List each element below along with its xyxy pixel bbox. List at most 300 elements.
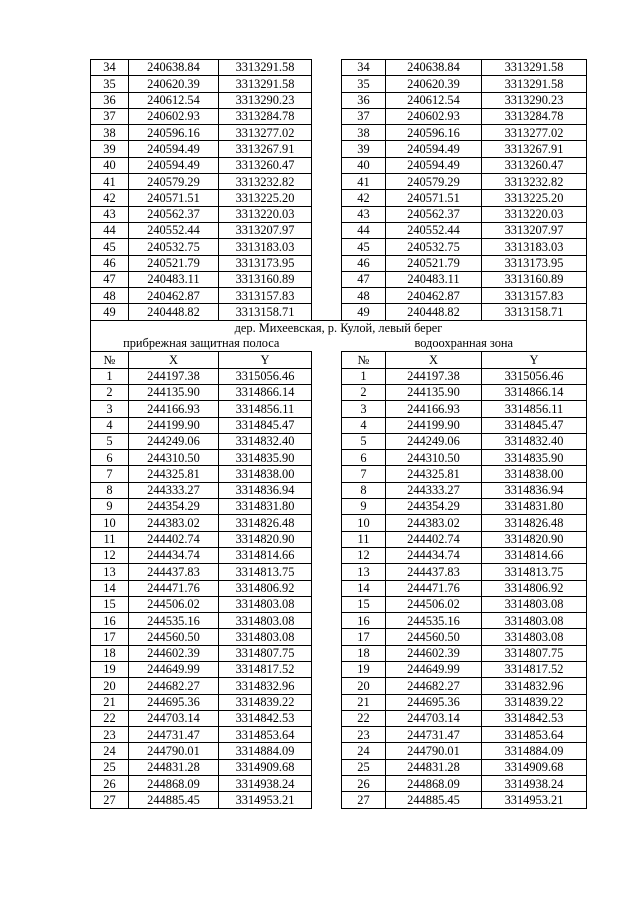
table-row — [91, 661, 587, 677]
point-number-left: 34 — [91, 60, 129, 76]
coord-x-right: 240594.49 — [386, 157, 482, 173]
coord-y-right: 3313290.23 — [482, 92, 587, 108]
column-gap — [312, 239, 342, 255]
coord-y-left: 3314853.64 — [219, 727, 312, 743]
column-gap — [312, 515, 342, 531]
coord-y-left: 3313183.03 — [219, 239, 312, 255]
table-row — [91, 60, 587, 76]
coord-x-right: 244790.01 — [386, 743, 482, 759]
column-gap — [312, 743, 342, 759]
coord-x-left: 244695.36 — [129, 694, 219, 710]
coord-x-left: 244166.93 — [129, 401, 219, 417]
coord-y-right: 3314836.94 — [482, 482, 587, 498]
coord-x-left: 244731.47 — [129, 727, 219, 743]
coord-y-right: 3313157.83 — [482, 288, 587, 304]
coord-x-right: 240462.87 — [386, 288, 482, 304]
coord-x-left: 244434.74 — [129, 547, 219, 563]
coord-x-right: 240594.49 — [386, 141, 482, 157]
table-row — [91, 759, 587, 775]
coord-x-right: 240571.51 — [386, 190, 482, 206]
coord-x-right: 244333.27 — [386, 482, 482, 498]
coordinates-table — [90, 59, 587, 809]
coord-y-left: 3314803.08 — [219, 596, 312, 612]
column-gap — [312, 352, 342, 368]
table-row — [91, 288, 587, 304]
column-gap — [312, 174, 342, 190]
point-number-left: 38 — [91, 125, 129, 141]
coord-y-right: 3314803.08 — [482, 613, 587, 629]
table-row — [91, 174, 587, 190]
coord-y-right: 3313291.58 — [482, 60, 587, 76]
column-gap — [312, 776, 342, 792]
table-row — [91, 613, 587, 629]
column-gap — [312, 694, 342, 710]
coord-y-right: 3313207.97 — [482, 222, 587, 238]
point-number-left: 16 — [91, 613, 129, 629]
coord-x-right: 240448.82 — [386, 304, 482, 320]
header-x-left: X — [129, 352, 219, 368]
table-row — [91, 678, 587, 694]
coord-x-left: 244560.50 — [129, 629, 219, 645]
coord-x-left: 244790.01 — [129, 743, 219, 759]
coord-y-left: 3314831.80 — [219, 499, 312, 515]
coord-y-left: 3313260.47 — [219, 157, 312, 173]
coord-x-right: 244135.90 — [386, 384, 482, 400]
coord-x-right: 240483.11 — [386, 271, 482, 287]
header-y-left: Y — [219, 352, 312, 368]
coord-x-right: 244868.09 — [386, 776, 482, 792]
coord-x-left: 240448.82 — [129, 304, 219, 320]
right-subtitle: водоохранная зона — [342, 336, 587, 352]
table-row — [91, 580, 587, 596]
coord-x-right: 240620.39 — [386, 76, 482, 92]
coord-x-right: 244831.28 — [386, 759, 482, 775]
table-row — [91, 190, 587, 206]
coord-y-right: 3313260.47 — [482, 157, 587, 173]
coord-x-left: 244325.81 — [129, 466, 219, 482]
coord-y-right: 3314845.47 — [482, 417, 587, 433]
point-number-right: 5 — [342, 433, 386, 449]
table-row — [91, 776, 587, 792]
point-number-left: 47 — [91, 271, 129, 287]
coord-y-left: 3314835.90 — [219, 450, 312, 466]
coord-y-left: 3313225.20 — [219, 190, 312, 206]
point-number-right: 11 — [342, 531, 386, 547]
coord-y-right: 3313183.03 — [482, 239, 587, 255]
table-row — [91, 384, 587, 400]
point-number-left: 46 — [91, 255, 129, 271]
column-gap — [312, 92, 342, 108]
coord-y-left: 3315056.46 — [219, 368, 312, 384]
column-gap — [312, 125, 342, 141]
table-row — [91, 76, 587, 92]
column-gap — [312, 596, 342, 612]
coord-x-left: 244831.28 — [129, 759, 219, 775]
coord-y-left: 3313291.58 — [219, 76, 312, 92]
table-row — [91, 157, 587, 173]
coord-x-left: 244868.09 — [129, 776, 219, 792]
coord-y-right: 3313225.20 — [482, 190, 587, 206]
coord-x-right: 244506.02 — [386, 596, 482, 612]
coord-y-right: 3313232.82 — [482, 174, 587, 190]
column-gap — [312, 531, 342, 547]
coord-x-right: 244383.02 — [386, 515, 482, 531]
point-number-left: 36 — [91, 92, 129, 108]
column-gap — [312, 206, 342, 222]
point-number-left: 6 — [91, 450, 129, 466]
table-row — [91, 727, 587, 743]
coord-x-left: 244885.45 — [129, 792, 219, 808]
coord-y-left: 3314953.21 — [219, 792, 312, 808]
section-body — [91, 320, 587, 808]
coord-y-left: 3314839.22 — [219, 694, 312, 710]
coord-y-right: 3314814.66 — [482, 547, 587, 563]
coord-y-right: 3314813.75 — [482, 564, 587, 580]
coord-y-left: 3314884.09 — [219, 743, 312, 759]
coord-y-left: 3314845.47 — [219, 417, 312, 433]
point-number-left: 7 — [91, 466, 129, 482]
coord-x-left: 240521.79 — [129, 255, 219, 271]
point-number-right: 39 — [342, 141, 386, 157]
coord-x-left: 244602.39 — [129, 645, 219, 661]
point-number-right: 49 — [342, 304, 386, 320]
coord-y-left: 3313160.89 — [219, 271, 312, 287]
column-gap — [312, 222, 342, 238]
coord-x-right: 244682.27 — [386, 678, 482, 694]
coord-y-left: 3313277.02 — [219, 125, 312, 141]
point-number-left: 42 — [91, 190, 129, 206]
table-row — [91, 694, 587, 710]
column-gap — [312, 417, 342, 433]
coord-y-left: 3313284.78 — [219, 108, 312, 124]
point-number-left: 11 — [91, 531, 129, 547]
point-number-right: 35 — [342, 76, 386, 92]
coord-y-right: 3313291.58 — [482, 76, 587, 92]
column-gap — [312, 271, 342, 287]
coord-x-right: 244197.38 — [386, 368, 482, 384]
coord-x-left: 244197.38 — [129, 368, 219, 384]
point-number-left: 17 — [91, 629, 129, 645]
point-number-left: 35 — [91, 76, 129, 92]
table-row — [91, 792, 587, 808]
column-gap — [312, 190, 342, 206]
table-row — [91, 531, 587, 547]
coord-x-left: 244649.99 — [129, 661, 219, 677]
column-gap — [312, 288, 342, 304]
point-number-left: 14 — [91, 580, 129, 596]
column-gap — [312, 678, 342, 694]
coord-x-right: 244437.83 — [386, 564, 482, 580]
column-gap — [312, 547, 342, 563]
coord-x-right: 244249.06 — [386, 433, 482, 449]
column-gap — [312, 759, 342, 775]
coord-y-right: 3313220.03 — [482, 206, 587, 222]
point-number-left: 12 — [91, 547, 129, 563]
table-row — [91, 515, 587, 531]
coord-x-right: 244166.93 — [386, 401, 482, 417]
point-number-left: 48 — [91, 288, 129, 304]
coord-x-right: 240602.93 — [386, 108, 482, 124]
coord-x-left: 244703.14 — [129, 710, 219, 726]
column-gap — [312, 645, 342, 661]
coord-x-right: 244310.50 — [386, 450, 482, 466]
column-gap — [312, 710, 342, 726]
point-number-right: 20 — [342, 678, 386, 694]
column-gap — [312, 255, 342, 271]
coord-x-left: 244383.02 — [129, 515, 219, 531]
coord-x-left: 244310.50 — [129, 450, 219, 466]
column-gap — [312, 401, 342, 417]
point-number-right: 40 — [342, 157, 386, 173]
point-number-left: 39 — [91, 141, 129, 157]
point-number-left: 41 — [91, 174, 129, 190]
column-gap — [312, 433, 342, 449]
point-number-right: 47 — [342, 271, 386, 287]
coord-y-right: 3314953.21 — [482, 792, 587, 808]
coord-y-right: 3314807.75 — [482, 645, 587, 661]
table-row — [91, 450, 587, 466]
coord-x-right: 244325.81 — [386, 466, 482, 482]
coord-x-left: 244135.90 — [129, 384, 219, 400]
coord-x-left: 244506.02 — [129, 596, 219, 612]
table-row — [91, 255, 587, 271]
point-number-left: 2 — [91, 384, 129, 400]
coord-y-right: 3314853.64 — [482, 727, 587, 743]
column-gap — [312, 108, 342, 124]
coord-x-left: 240612.54 — [129, 92, 219, 108]
table-row — [91, 417, 587, 433]
coord-y-right: 3315056.46 — [482, 368, 587, 384]
point-number-right: 17 — [342, 629, 386, 645]
coord-y-right: 3314817.52 — [482, 661, 587, 677]
coord-x-left: 240462.87 — [129, 288, 219, 304]
coord-x-right: 240552.44 — [386, 222, 482, 238]
coord-y-left: 3313290.23 — [219, 92, 312, 108]
point-number-right: 8 — [342, 482, 386, 498]
column-gap — [312, 629, 342, 645]
point-number-right: 6 — [342, 450, 386, 466]
coord-x-left: 240552.44 — [129, 222, 219, 238]
coord-y-left: 3313220.03 — [219, 206, 312, 222]
coord-x-right: 244695.36 — [386, 694, 482, 710]
column-gap — [312, 564, 342, 580]
coord-x-right: 244434.74 — [386, 547, 482, 563]
table-row — [91, 743, 587, 759]
coord-y-left: 3314838.00 — [219, 466, 312, 482]
coord-y-right: 3314838.00 — [482, 466, 587, 482]
table-row — [91, 466, 587, 482]
table-row — [91, 629, 587, 645]
coord-y-left: 3313291.58 — [219, 60, 312, 76]
point-number-right: 13 — [342, 564, 386, 580]
point-number-left: 10 — [91, 515, 129, 531]
point-number-right: 14 — [342, 580, 386, 596]
coord-y-left: 3314856.11 — [219, 401, 312, 417]
column-gap — [312, 157, 342, 173]
table-row — [91, 433, 587, 449]
point-number-right: 43 — [342, 206, 386, 222]
coord-x-right: 244354.29 — [386, 499, 482, 515]
coord-x-right: 244199.90 — [386, 417, 482, 433]
table-row — [91, 271, 587, 287]
point-number-right: 24 — [342, 743, 386, 759]
top-section-body — [91, 60, 587, 321]
coord-y-left: 3314909.68 — [219, 759, 312, 775]
point-number-right: 41 — [342, 174, 386, 190]
coord-x-left: 244402.74 — [129, 531, 219, 547]
section-subtitle-row — [91, 336, 587, 352]
coord-y-left: 3313158.71 — [219, 304, 312, 320]
point-number-left: 5 — [91, 433, 129, 449]
coord-x-right: 244602.39 — [386, 645, 482, 661]
point-number-right: 46 — [342, 255, 386, 271]
table-row — [91, 206, 587, 222]
coord-x-left: 240562.37 — [129, 206, 219, 222]
coord-x-left: 240596.16 — [129, 125, 219, 141]
table-row — [91, 108, 587, 124]
coord-x-right: 240532.75 — [386, 239, 482, 255]
point-number-left: 22 — [91, 710, 129, 726]
coord-x-left: 240638.84 — [129, 60, 219, 76]
table-row — [91, 125, 587, 141]
point-number-left: 19 — [91, 661, 129, 677]
coord-y-left: 3314803.08 — [219, 629, 312, 645]
point-number-left: 44 — [91, 222, 129, 238]
coord-y-right: 3314842.53 — [482, 710, 587, 726]
header-number-right: № — [342, 352, 386, 368]
column-gap — [312, 450, 342, 466]
point-number-right: 16 — [342, 613, 386, 629]
point-number-left: 3 — [91, 401, 129, 417]
table-row — [91, 547, 587, 563]
coord-x-left: 240532.75 — [129, 239, 219, 255]
point-number-left: 23 — [91, 727, 129, 743]
coord-x-left: 240594.49 — [129, 141, 219, 157]
table-row — [91, 222, 587, 238]
point-number-left: 15 — [91, 596, 129, 612]
coord-x-left: 240620.39 — [129, 76, 219, 92]
coord-x-right: 240562.37 — [386, 206, 482, 222]
coord-x-right: 240596.16 — [386, 125, 482, 141]
coord-y-left: 3314836.94 — [219, 482, 312, 498]
point-number-left: 9 — [91, 499, 129, 515]
coord-y-left: 3314813.75 — [219, 564, 312, 580]
point-number-right: 42 — [342, 190, 386, 206]
header-row — [91, 352, 587, 368]
left-subtitle: прибрежная защитная полоса — [91, 336, 312, 352]
point-number-right: 44 — [342, 222, 386, 238]
coord-y-right: 3314839.22 — [482, 694, 587, 710]
point-number-right: 9 — [342, 499, 386, 515]
coord-y-right: 3313173.95 — [482, 255, 587, 271]
coord-y-right: 3314803.08 — [482, 629, 587, 645]
coord-y-right: 3314832.40 — [482, 433, 587, 449]
coord-x-left: 244199.90 — [129, 417, 219, 433]
column-gap — [312, 368, 342, 384]
column-gap — [312, 482, 342, 498]
table-row — [91, 92, 587, 108]
table-row — [91, 141, 587, 157]
column-gap — [312, 580, 342, 596]
point-number-right: 23 — [342, 727, 386, 743]
column-gap — [312, 76, 342, 92]
coord-y-left: 3314866.14 — [219, 384, 312, 400]
coord-y-left: 3313267.91 — [219, 141, 312, 157]
column-gap — [312, 336, 342, 352]
coord-x-left: 244354.29 — [129, 499, 219, 515]
coord-x-right: 240638.84 — [386, 60, 482, 76]
coord-y-left: 3313232.82 — [219, 174, 312, 190]
coord-x-right: 244703.14 — [386, 710, 482, 726]
header-y-right: Y — [482, 352, 587, 368]
point-number-left: 21 — [91, 694, 129, 710]
table-row — [91, 564, 587, 580]
point-number-right: 4 — [342, 417, 386, 433]
coord-y-left: 3314938.24 — [219, 776, 312, 792]
column-gap — [312, 613, 342, 629]
point-number-left: 13 — [91, 564, 129, 580]
table-row — [91, 304, 587, 320]
table-row — [91, 368, 587, 384]
coord-y-right: 3314831.80 — [482, 499, 587, 515]
table-row — [91, 499, 587, 515]
coord-x-left: 244437.83 — [129, 564, 219, 580]
coord-x-right: 244560.50 — [386, 629, 482, 645]
coord-y-left: 3314807.75 — [219, 645, 312, 661]
point-number-left: 45 — [91, 239, 129, 255]
header-x-right: X — [386, 352, 482, 368]
coord-x-left: 240483.11 — [129, 271, 219, 287]
column-gap — [312, 792, 342, 808]
coord-x-left: 240579.29 — [129, 174, 219, 190]
coord-y-left: 3314806.92 — [219, 580, 312, 596]
coord-x-right: 244731.47 — [386, 727, 482, 743]
coord-x-right: 240521.79 — [386, 255, 482, 271]
coord-y-right: 3314832.96 — [482, 678, 587, 694]
coord-y-right: 3313267.91 — [482, 141, 587, 157]
coord-y-left: 3314826.48 — [219, 515, 312, 531]
coord-y-left: 3314803.08 — [219, 613, 312, 629]
coord-x-left: 240602.93 — [129, 108, 219, 124]
table-row — [91, 645, 587, 661]
point-number-left: 26 — [91, 776, 129, 792]
coord-y-left: 3314820.90 — [219, 531, 312, 547]
coord-y-left: 3314832.40 — [219, 433, 312, 449]
coord-y-left: 3314832.96 — [219, 678, 312, 694]
coord-y-right: 3314835.90 — [482, 450, 587, 466]
coord-y-left: 3314817.52 — [219, 661, 312, 677]
point-number-right: 1 — [342, 368, 386, 384]
coord-y-right: 3314938.24 — [482, 776, 587, 792]
coord-x-right: 244535.16 — [386, 613, 482, 629]
point-number-right: 22 — [342, 710, 386, 726]
point-number-left: 8 — [91, 482, 129, 498]
point-number-left: 20 — [91, 678, 129, 694]
coord-y-right: 3313277.02 — [482, 125, 587, 141]
point-number-left: 27 — [91, 792, 129, 808]
point-number-left: 1 — [91, 368, 129, 384]
point-number-right: 12 — [342, 547, 386, 563]
coord-y-right: 3314826.48 — [482, 515, 587, 531]
coord-x-left: 244249.06 — [129, 433, 219, 449]
column-gap — [312, 661, 342, 677]
point-number-right: 27 — [342, 792, 386, 808]
point-number-right: 45 — [342, 239, 386, 255]
point-number-right: 2 — [342, 384, 386, 400]
point-number-left: 18 — [91, 645, 129, 661]
table-row — [91, 239, 587, 255]
section-title-row — [91, 320, 587, 336]
